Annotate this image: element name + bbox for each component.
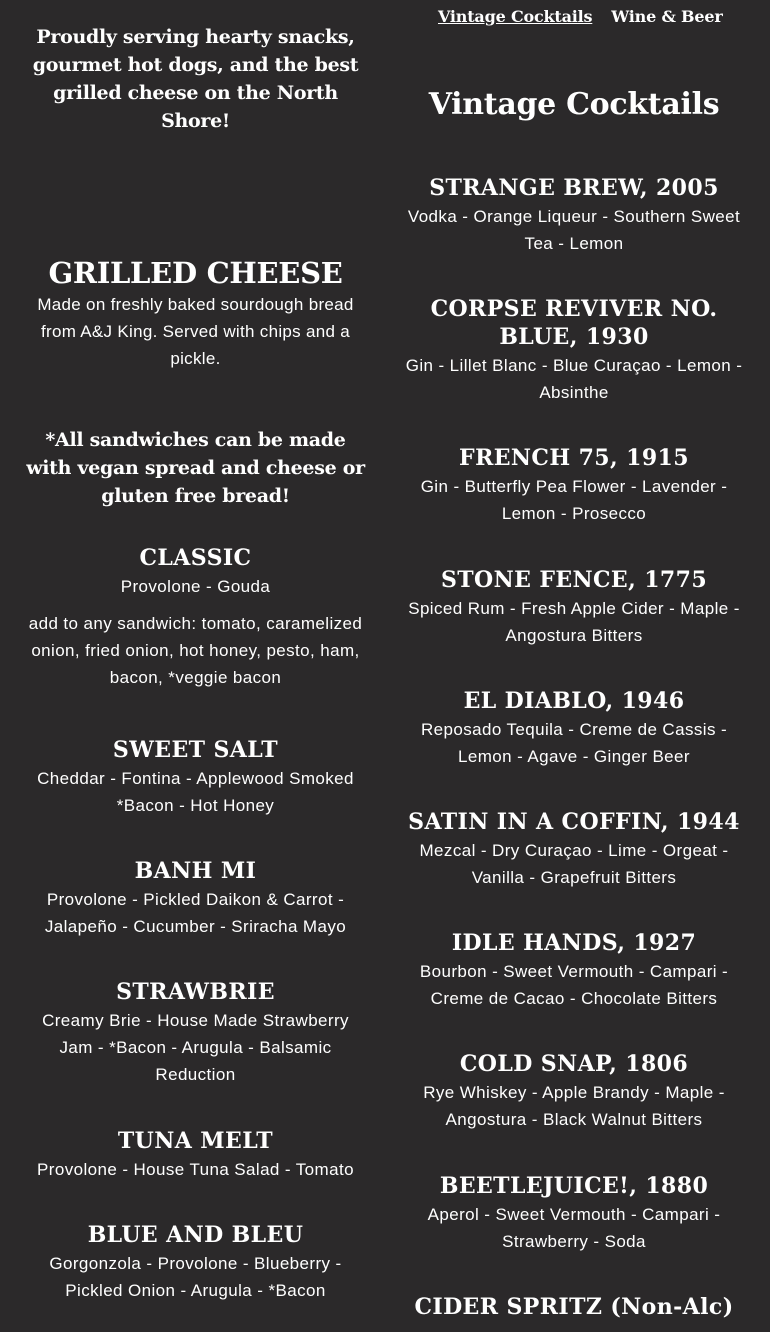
- item-name: STONE FENCE, 1775: [440, 567, 708, 593]
- item-description: Rye Whiskey - Apple Brandy - Maple - Angostura - Black Walnut Bitters: [423, 1083, 725, 1129]
- item-name: TUNA MELT: [117, 1128, 274, 1154]
- item-name: SATIN IN A COFFIN, 1944: [408, 809, 740, 835]
- cocktail-item: [400, 929, 748, 1012]
- menu-tabs: [438, 5, 723, 29]
- item-name: STRANGE BREW, 2005: [429, 175, 719, 201]
- vegan-note: *All sandwiches can be made with vegan spread and cheese or gluten free bread!: [26, 429, 365, 507]
- item-description: Provolone - House Tuna Salad - Tomato: [37, 1160, 354, 1179]
- section-description: Made on freshly baked sourdough bread from A&J King. Served with chips and a pickle.: [37, 295, 354, 368]
- item-description: Bourbon - Sweet Vermouth - Campari - Creme de Cacao - Chocolate Bitters: [419, 962, 729, 1008]
- item-name: IDLE HANDS, 1927: [451, 930, 697, 956]
- cocktail-item: [400, 1293, 748, 1321]
- cocktail-item: [400, 687, 748, 770]
- item-description: Gin - Lillet Blanc - Blue Curaçao - Lemon - Absinthe: [405, 356, 743, 402]
- cocktail-item: [400, 444, 748, 527]
- item-description: Creamy Brie - House Made Strawberry Jam - *Bacon - Arugula - Balsamic Reduction: [42, 1011, 349, 1084]
- tab-wine-and-beer[interactable]: Wine & Beer: [611, 7, 723, 26]
- page-title: Vintage Cocktails: [428, 87, 720, 122]
- cocktail-item: [400, 808, 748, 891]
- menu-item: [20, 1127, 371, 1183]
- cocktail-item: [400, 1050, 748, 1133]
- item-description: Cheddar - Fontina - Applewood Smoked *Bacon - Hot Honey: [37, 769, 354, 815]
- item-name: BEETLEJUICE!, 1880: [439, 1173, 709, 1199]
- menu-item: [20, 1221, 371, 1304]
- section-title: GRILLED CHEESE: [48, 256, 343, 290]
- menu-item: [20, 978, 371, 1088]
- item-name: BLUE AND BLEU: [87, 1222, 304, 1248]
- item-description: Gorgonzola - Provolone - Blueberry - Pickled Onion - Arugula - *Bacon: [49, 1254, 342, 1300]
- item-name: EL DIABLO, 1946: [463, 688, 685, 714]
- item-description: Provolone - Gouda: [120, 577, 271, 596]
- cocktail-item: [400, 1172, 748, 1255]
- item-description: Gin - Butterfly Pea Flower - Lavender - Lemon - Prosecco: [420, 477, 728, 523]
- item-name: CORPSE REVIVER NO. BLUE, 1930: [430, 296, 718, 350]
- menu-item: [20, 857, 371, 940]
- tab-vintage-cocktails[interactable]: Vintage Cocktails: [438, 7, 593, 26]
- item-name: FRENCH 75, 1915: [459, 445, 689, 471]
- addon-text: add to any sandwich: tomato, caramelized onion, fried onion, hot honey, pesto, ham, bacon, *veggie bacon: [28, 614, 363, 687]
- item-description: Vodka - Orange Liqueur - Southern Sweet Tea - Lemon: [407, 207, 741, 253]
- item-name: CIDER SPRITZ (Non-Alc): [414, 1294, 734, 1320]
- item-name: CLASSIC: [139, 545, 252, 571]
- item-name: COLD SNAP, 1806: [459, 1051, 689, 1077]
- item-description: Aperol - Sweet Vermouth - Campari - Strawberry - Soda: [427, 1205, 721, 1251]
- item-name: BANH MI: [134, 858, 257, 884]
- item-name: SWEET SALT: [112, 737, 279, 763]
- item-description: Provolone - Pickled Daikon & Carrot - Jalapeño - Cucumber - Sriracha Mayo: [44, 890, 347, 936]
- item-description: Mezcal - Dry Curaçao - Lime - Orgeat - Vanilla - Grapefruit Bitters: [419, 841, 729, 887]
- cocktail-item: [400, 295, 748, 406]
- item-description: Spiced Rum - Fresh Apple Cider - Maple - Angostura Bitters: [408, 599, 740, 645]
- item-name: STRAWBRIE: [116, 979, 275, 1005]
- item-description: Reposado Tequila - Creme de Cassis - Lemon - Agave - Ginger Beer: [420, 720, 728, 766]
- cocktail-item: [400, 566, 748, 649]
- menu-item: [20, 736, 371, 819]
- intro-text: Proudly serving hearty snacks, gourmet hot dogs, and the best grilled cheese on the North Shore!: [32, 26, 359, 132]
- menu-item: [20, 544, 371, 600]
- cocktail-item: [400, 174, 748, 257]
